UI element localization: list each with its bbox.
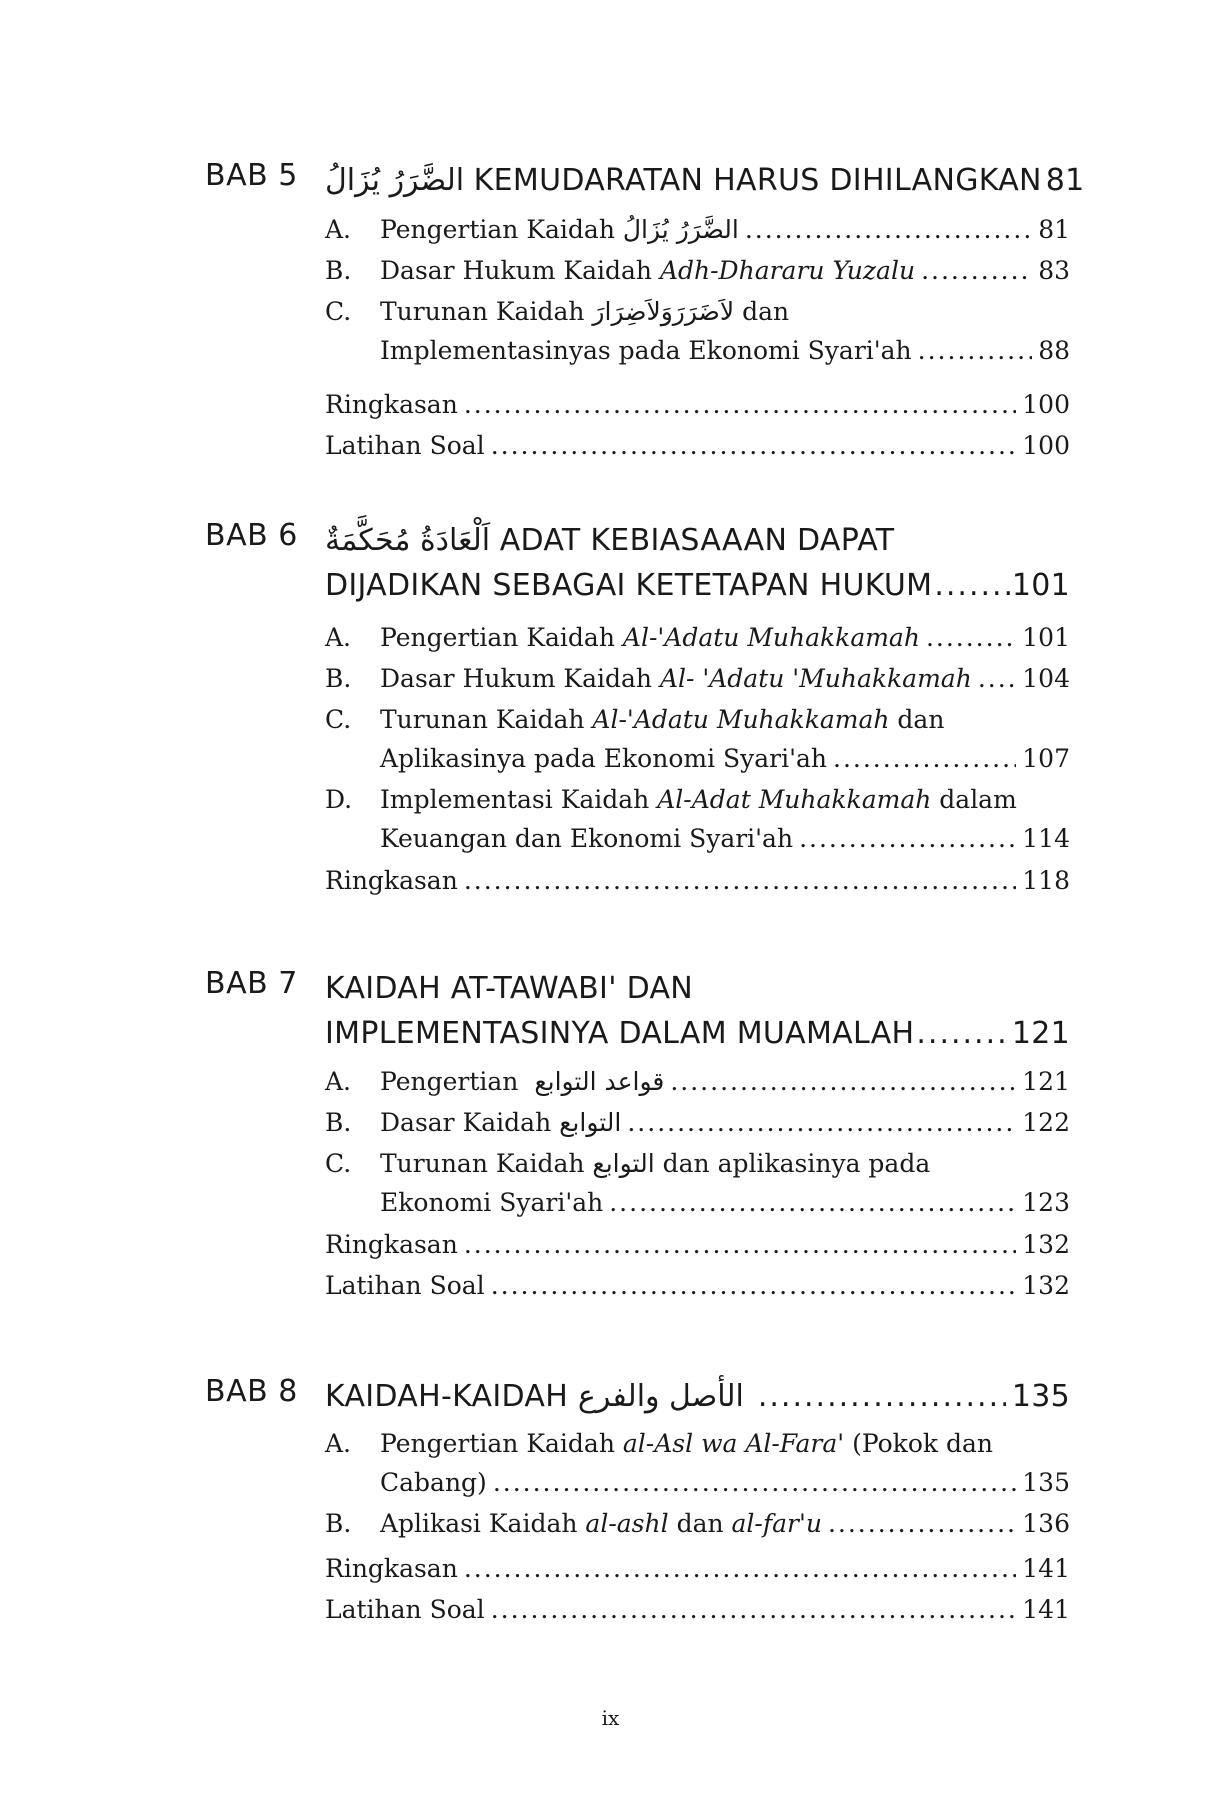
chapter-title-line1: KAIDAH AT-TAWABI' DAN bbox=[325, 971, 694, 1006]
item-italic: Adh-Dhararu Yuzalu bbox=[659, 256, 916, 285]
extra-page: 132 bbox=[1022, 1271, 1070, 1300]
toc-item[interactable] bbox=[325, 1062, 1070, 1103]
leader-dots bbox=[934, 563, 1009, 608]
item-page: 135 bbox=[1022, 1468, 1070, 1497]
leader-dots bbox=[758, 1374, 1006, 1419]
chapter-title-line2: IMPLEMENTASINYA DALAM MUAMALAH bbox=[325, 1016, 915, 1051]
item-page: 136 bbox=[1022, 1509, 1070, 1538]
item-letter: B. bbox=[325, 1108, 352, 1137]
page-number: ix bbox=[601, 1706, 620, 1730]
toc-item[interactable] bbox=[325, 251, 1070, 292]
item-letter: A. bbox=[325, 623, 352, 652]
toc-item[interactable] bbox=[325, 210, 1070, 251]
toc-item[interactable] bbox=[325, 659, 1070, 700]
item-letter: D. bbox=[325, 785, 353, 814]
toc-item[interactable] bbox=[325, 618, 1070, 659]
item-italic: Al-'Adatu Muhakkamah bbox=[592, 705, 890, 734]
item-arabic: لاَضَرَرَوَلاَضِرَارَ bbox=[592, 297, 735, 326]
item-text: Pengertian Kaidah bbox=[380, 1429, 615, 1458]
item-page: 123 bbox=[1022, 1188, 1070, 1217]
item-text-mid: dan bbox=[676, 1509, 724, 1538]
item-text: Turunan Kaidah bbox=[380, 1149, 585, 1178]
toc-extra-ringkasan[interactable] bbox=[325, 1548, 1070, 1589]
extra-text: Ringkasan bbox=[325, 1230, 458, 1259]
chapter-title-text: KEMUDARATAN HARUS DIHILANGKAN bbox=[473, 163, 1042, 198]
toc-extra-ringkasan[interactable] bbox=[325, 1224, 1070, 1265]
leader-dots bbox=[828, 1504, 1016, 1543]
leader-dots bbox=[921, 251, 1032, 290]
extra-page: 118 bbox=[1022, 866, 1070, 895]
leader-dots bbox=[670, 1062, 1016, 1101]
item-line2: Aplikasinya pada Ekonomi Syari'ah bbox=[380, 744, 827, 773]
item-letter: B. bbox=[325, 1509, 352, 1538]
toc-item[interactable] bbox=[325, 292, 1070, 372]
chapter-extras bbox=[325, 1548, 1070, 1630]
toc-extra-ringkasan[interactable] bbox=[325, 384, 1070, 425]
toc-extra-ringkasan[interactable] bbox=[325, 860, 1070, 901]
leader-dots bbox=[491, 1589, 1017, 1630]
chapter-bab-5 bbox=[205, 158, 1085, 478]
item-page: 88 bbox=[1038, 336, 1070, 365]
item-text: Turunan Kaidah bbox=[380, 705, 585, 734]
item-text-after: dan aplikasinya pada bbox=[662, 1149, 931, 1178]
toc-item[interactable] bbox=[325, 780, 1070, 860]
item-letter: A. bbox=[325, 215, 352, 244]
chapter-title[interactable] bbox=[325, 158, 1085, 203]
leader-dots bbox=[609, 1183, 1016, 1222]
item-text: Dasar Hukum Kaidah bbox=[380, 664, 652, 693]
item-text: Dasar Hukum Kaidah bbox=[380, 256, 652, 285]
leader-dots bbox=[464, 384, 1016, 425]
item-text: Implementasi Kaidah bbox=[380, 785, 650, 814]
extra-page: 100 bbox=[1022, 431, 1070, 460]
extra-text: Latihan Soal bbox=[325, 431, 485, 460]
leader-dots bbox=[916, 1011, 1009, 1056]
toc-item[interactable] bbox=[325, 1103, 1070, 1144]
item-letter: C. bbox=[325, 297, 352, 326]
chapter-page: 135 bbox=[1011, 1379, 1070, 1414]
chapter-label: BAB 5 bbox=[205, 158, 298, 193]
toc-item[interactable] bbox=[325, 1504, 1070, 1545]
item-text-after: dan bbox=[897, 705, 945, 734]
leader-dots bbox=[491, 1265, 1017, 1306]
item-page: 104 bbox=[1022, 664, 1070, 693]
leader-dots bbox=[745, 210, 1032, 249]
extra-text: Ringkasan bbox=[325, 1554, 458, 1583]
leader-dots bbox=[464, 1224, 1016, 1265]
item-letter: C. bbox=[325, 1149, 352, 1178]
leader-dots bbox=[918, 331, 1033, 370]
chapter-title[interactable] bbox=[325, 966, 1070, 1056]
item-line2: Cabang) bbox=[380, 1468, 487, 1497]
item-page: 121 bbox=[1022, 1067, 1070, 1096]
leader-dots bbox=[978, 659, 1016, 698]
chapter-label: BAB 7 bbox=[205, 966, 298, 1001]
leader-dots bbox=[926, 618, 1016, 657]
chapter-title-arabic: الأصل والفرع bbox=[577, 1379, 744, 1414]
leader-dots bbox=[799, 819, 1016, 858]
chapter-title[interactable] bbox=[325, 518, 1070, 608]
item-page: 114 bbox=[1022, 824, 1070, 853]
item-letter: A. bbox=[325, 1067, 352, 1096]
item-arabic: الضَّرَرُ يُزَالُ bbox=[622, 215, 739, 244]
item-page: 122 bbox=[1022, 1108, 1070, 1137]
extra-text: Latihan Soal bbox=[325, 1271, 485, 1300]
chapter-title-text: KAIDAH-KAIDAH bbox=[325, 1379, 569, 1414]
chapter-extras bbox=[325, 860, 1070, 901]
item-letter: B. bbox=[325, 664, 352, 693]
toc-extra-latihan-soal[interactable] bbox=[325, 1265, 1070, 1306]
leader-dots bbox=[833, 739, 1016, 778]
extra-page: 141 bbox=[1022, 1554, 1070, 1583]
item-letter: A. bbox=[325, 1429, 352, 1458]
item-text-after: (Pokok dan bbox=[852, 1429, 993, 1458]
item-text: Pengertian Kaidah bbox=[380, 623, 615, 652]
toc-extra-latihan-soal[interactable] bbox=[325, 1589, 1070, 1630]
chapter-items bbox=[325, 1062, 1070, 1224]
chapter-bab-7 bbox=[205, 966, 1070, 1326]
item-arabic: التوابع bbox=[559, 1108, 622, 1137]
item-line2: Ekonomi Syari'ah bbox=[380, 1188, 604, 1217]
item-text-after: dalam bbox=[939, 785, 1017, 814]
item-page: 81 bbox=[1038, 215, 1070, 244]
chapter-extras bbox=[325, 1224, 1070, 1306]
item-page: 83 bbox=[1038, 256, 1070, 285]
item-italic2: al-far'u bbox=[731, 1509, 822, 1538]
item-text: Pengertian bbox=[380, 1067, 519, 1096]
extra-page: 141 bbox=[1022, 1595, 1070, 1624]
chapter-label: BAB 6 bbox=[205, 518, 298, 553]
chapter-title-arabic: اَلْعَادَةُ مُحَكَّمَةٌ bbox=[325, 523, 491, 558]
item-page: 107 bbox=[1022, 744, 1070, 773]
leader-dots bbox=[491, 425, 1017, 466]
leader-dots bbox=[627, 1103, 1016, 1142]
item-letter: C. bbox=[325, 705, 352, 734]
item-arabic: قواعد التوابع bbox=[534, 1067, 665, 1096]
item-text: Pengertian Kaidah bbox=[380, 215, 615, 244]
leader-dots bbox=[464, 860, 1016, 901]
leader-dots bbox=[464, 1548, 1016, 1589]
toc-extra-latihan-soal[interactable] bbox=[325, 425, 1070, 466]
chapter-extras bbox=[325, 384, 1070, 466]
item-italic: Al-'Adatu Muhakkamah bbox=[622, 623, 920, 652]
toc-item[interactable] bbox=[325, 1144, 1070, 1224]
item-italic: Al- 'Adatu 'Muhakkamah bbox=[659, 664, 972, 693]
chapter-bab-6 bbox=[205, 518, 1070, 918]
chapter-page: 121 bbox=[1011, 1016, 1070, 1051]
item-letter: B. bbox=[325, 256, 352, 285]
item-text-after: dan bbox=[742, 297, 790, 326]
chapter-title[interactable] bbox=[325, 1374, 1070, 1419]
chapter-items bbox=[325, 1424, 1070, 1545]
chapter-title-line2: DIJADIKAN SEBAGAI KETETAPAN HUKUM bbox=[325, 568, 933, 603]
chapter-page: 101 bbox=[1011, 568, 1070, 603]
chapter-page: 81 bbox=[1045, 163, 1085, 198]
item-line2: Keuangan dan Ekonomi Syari'ah bbox=[380, 824, 794, 853]
chapter-bab-8 bbox=[205, 1374, 1070, 1674]
toc-item[interactable] bbox=[325, 700, 1070, 780]
item-arabic: التوابع bbox=[592, 1149, 655, 1178]
chapter-title-arabic: الضَّرَرُ يُزَالُ bbox=[325, 163, 465, 198]
chapter-items bbox=[325, 618, 1070, 860]
item-line2: Implementasinyas pada Ekonomi Syari'ah bbox=[380, 336, 912, 365]
extra-page: 132 bbox=[1022, 1230, 1070, 1259]
item-italic: al-Asl wa Al-Fara' bbox=[622, 1429, 845, 1458]
extra-text: Latihan Soal bbox=[325, 1595, 485, 1624]
toc-item[interactable] bbox=[325, 1424, 1070, 1504]
item-italic: Al-Adat Muhakkamah bbox=[657, 785, 932, 814]
chapter-label: BAB 8 bbox=[205, 1374, 298, 1409]
chapter-items bbox=[325, 210, 1070, 372]
chapter-title-line1: ADAT KEBIASAAAN DAPAT bbox=[499, 523, 895, 558]
leader-dots bbox=[493, 1463, 1016, 1502]
item-text: Dasar Kaidah bbox=[380, 1108, 552, 1137]
extra-page: 100 bbox=[1022, 390, 1070, 419]
extra-text: Ringkasan bbox=[325, 866, 458, 895]
item-page: 101 bbox=[1022, 623, 1070, 652]
item-italic: al-ashl bbox=[585, 1509, 669, 1538]
item-text: Turunan Kaidah bbox=[380, 297, 585, 326]
extra-text: Ringkasan bbox=[325, 390, 458, 419]
item-text: Aplikasi Kaidah bbox=[380, 1509, 578, 1538]
